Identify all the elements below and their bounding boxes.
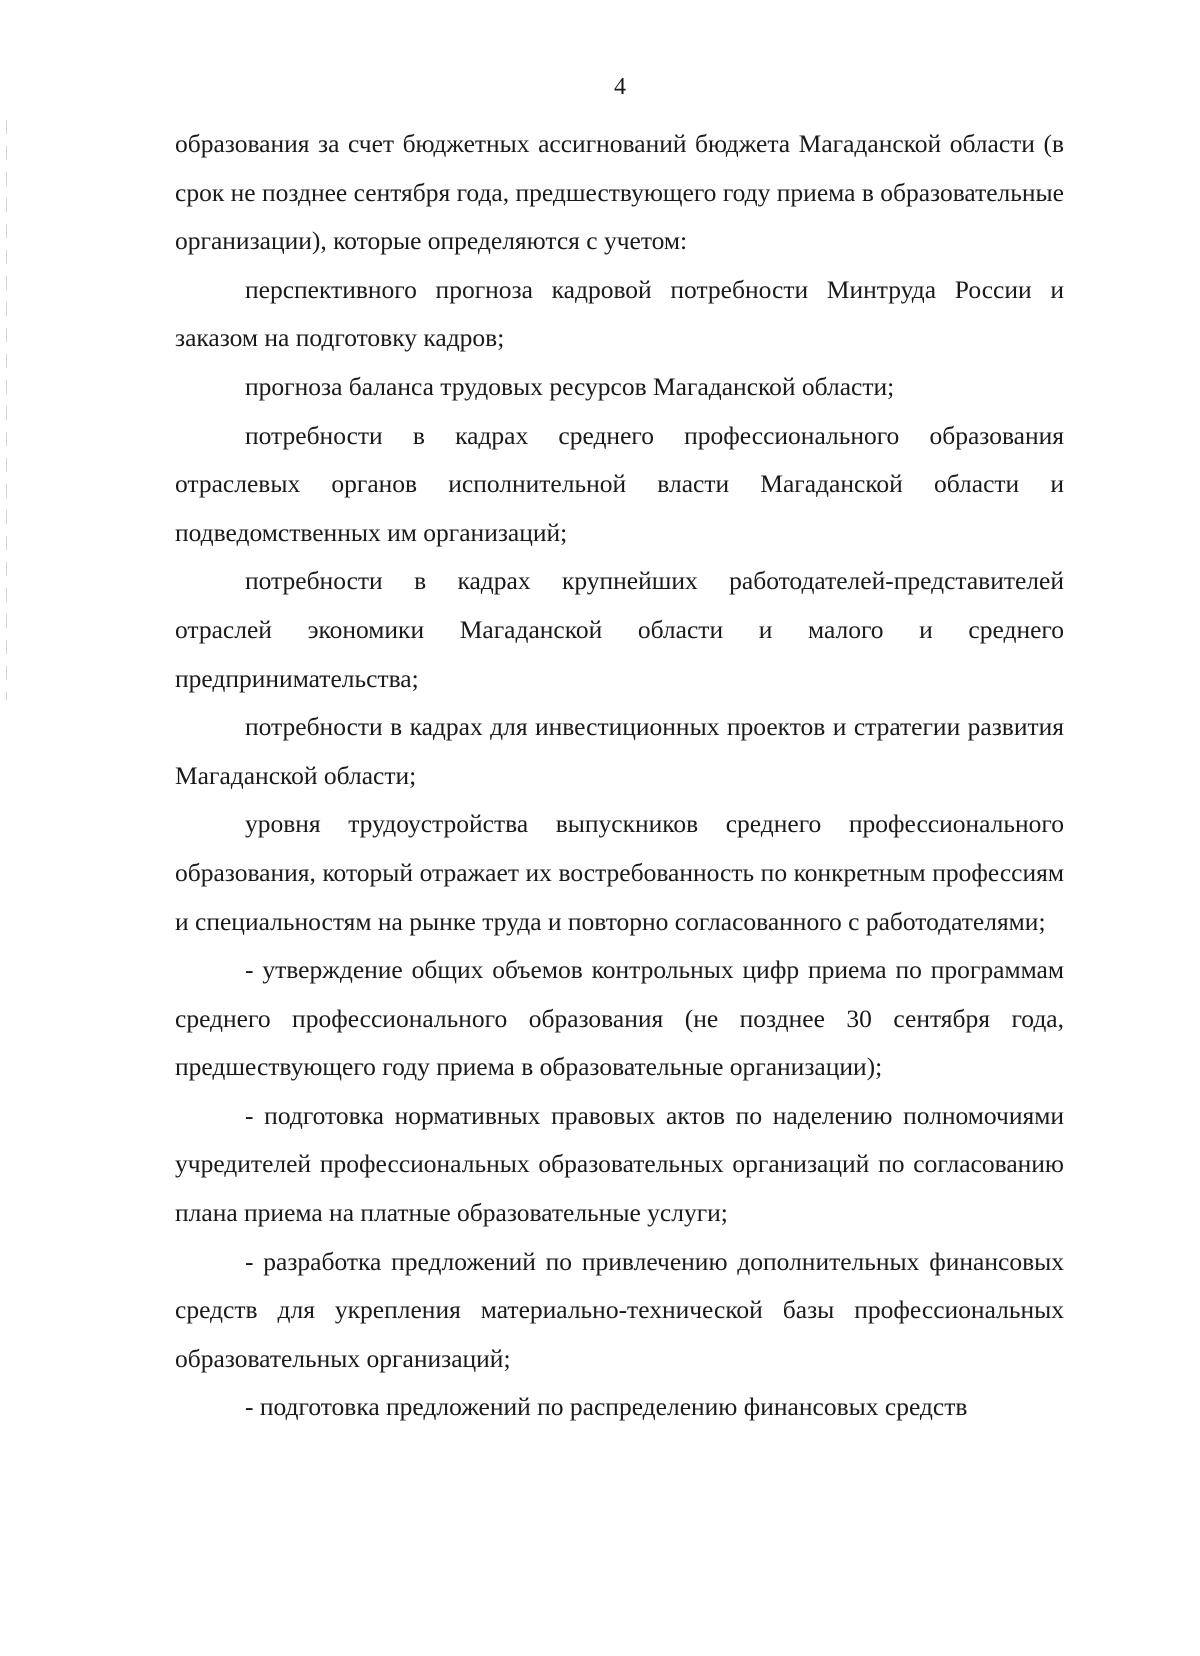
scan-edge-artifact	[6, 120, 7, 700]
paragraph-employer-needs: потребности в кадрах крупнейших работодателей-представителей отраслей экономики Магаданской области и малого и среднего предпринимательства;	[175, 566, 1064, 693]
page-number: 4	[614, 74, 626, 100]
paragraph-mintrud-forecast: перспективного прогноза кадровой потребности Минтруда России и заказом на подготовку кадров;	[175, 274, 1064, 353]
paragraph-regulatory-acts: - подготовка нормативных правовых актов по наделению полномочиями учредителей профессиональных образовательных организаций по согласованию плана приема на платные образовательные услуги;	[175, 1100, 1064, 1228]
paragraph-additional-funding: - разработка предложений по привлечению дополнительных финансовых средств для укрепления материально-технической базы профессиональных образовательных организаций;	[175, 1246, 1064, 1373]
paragraph-fund-distribution: - подготовка предложений по распределению финансовых средств	[245, 1392, 968, 1422]
paragraph-graduate-employment: уровня трудоустройства выпускников среднего профессионального образования, который отражает их востребованность по конкретным профессиям и специальностям на рынке труда и повторно согласованного с работодателями;	[175, 809, 1064, 936]
paragraph-labor-balance: прогноза баланса трудовых ресурсов Магаданской области;	[245, 371, 895, 401]
paragraph-executive-needs: потребности в кадрах среднего профессионального образования отраслевых органов исполнительной власти Магаданской области и подведомственных им организаций;	[175, 420, 1064, 547]
paragraph-funding-intro: образования за счет бюджетных ассигнований бюджета Магаданской области (в срок не позднее сентября года, предшествующего году приема в образовательные организации), которые определяются с учетом:	[175, 129, 1064, 256]
paragraph-investment-needs: потребности в кадрах для инвестиционных проектов и стратегии развития Магаданской области;	[175, 712, 1064, 790]
document-body	[175, 120, 1064, 1432]
paragraph-admission-approval: - утверждение общих объемов контрольных цифр приема по программам среднего профессионального образования (не позднее 30 сентября года, предшествующего году приема в образовательные организации);	[175, 955, 1064, 1082]
